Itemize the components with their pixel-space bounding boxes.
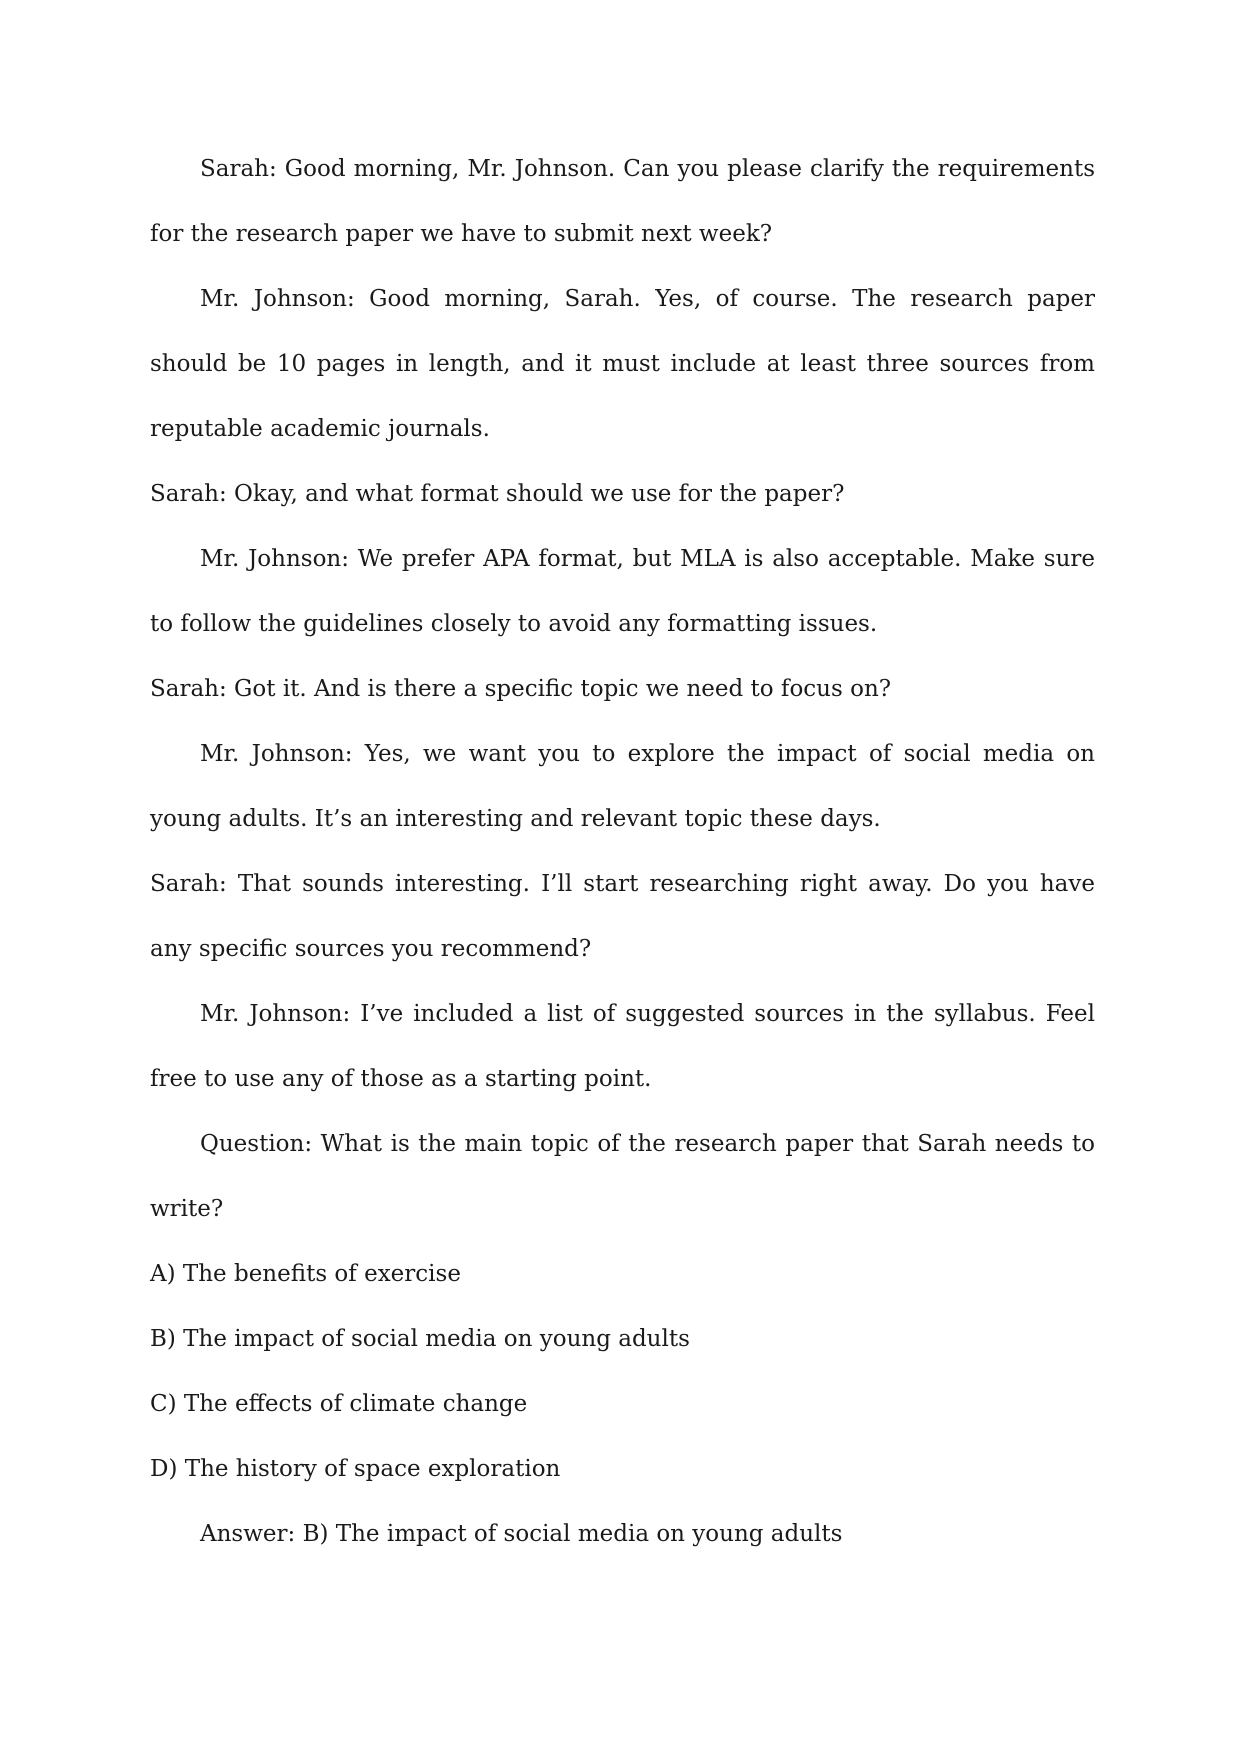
dialogue-johnson-topic: Mr. Johnson: Yes, we want you to explore the impact of social media on young adults. It’s an interesting and relevant topic these days. (150, 741, 1095, 832)
dialogue-sarah-format-question: Sarah: Okay, and what format should we use for the paper? (150, 481, 845, 507)
dialogue-sarah-greeting: Sarah: Good morning, Mr. Johnson. Can you please clarify the requirements for the research paper we have to submit next week? (150, 156, 1095, 247)
dialogue-johnson-format: Mr. Johnson: We prefer APA format, but MLA is also acceptable. Make sure to follow the guidelines closely to avoid any formatting issues. (150, 546, 1095, 637)
answer-option-a: A) The benefits of exercise (150, 1261, 461, 1287)
dialogue-sarah-topic-question: Sarah: Got it. And is there a specific topic we need to focus on? (150, 676, 892, 702)
answer-key: Answer: B) The impact of social media on young adults (200, 1521, 843, 1547)
answer-option-b: B) The impact of social media on young adults (150, 1326, 690, 1352)
answer-option-d: D) The history of space exploration (150, 1456, 561, 1482)
dialogue-johnson-sources: Mr. Johnson: I’ve included a list of suggested sources in the syllabus. Feel free to use any of those as a starting point. (150, 1001, 1095, 1092)
document-body (150, 137, 1095, 1567)
answer-option-c: C) The effects of climate change (150, 1391, 528, 1417)
dialogue-johnson-requirements: Mr. Johnson: Good morning, Sarah. Yes, of course. The research paper should be 10 pages in length, and it must include at least three sources from reputable academic journals. (150, 286, 1095, 442)
question-text: Question: What is the main topic of the research paper that Sarah needs to write? (150, 1131, 1095, 1222)
dialogue-sarah-sources-question: Sarah: That sounds interesting. I’ll start researching right away. Do you have any specific sources you recommend? (150, 871, 1095, 962)
